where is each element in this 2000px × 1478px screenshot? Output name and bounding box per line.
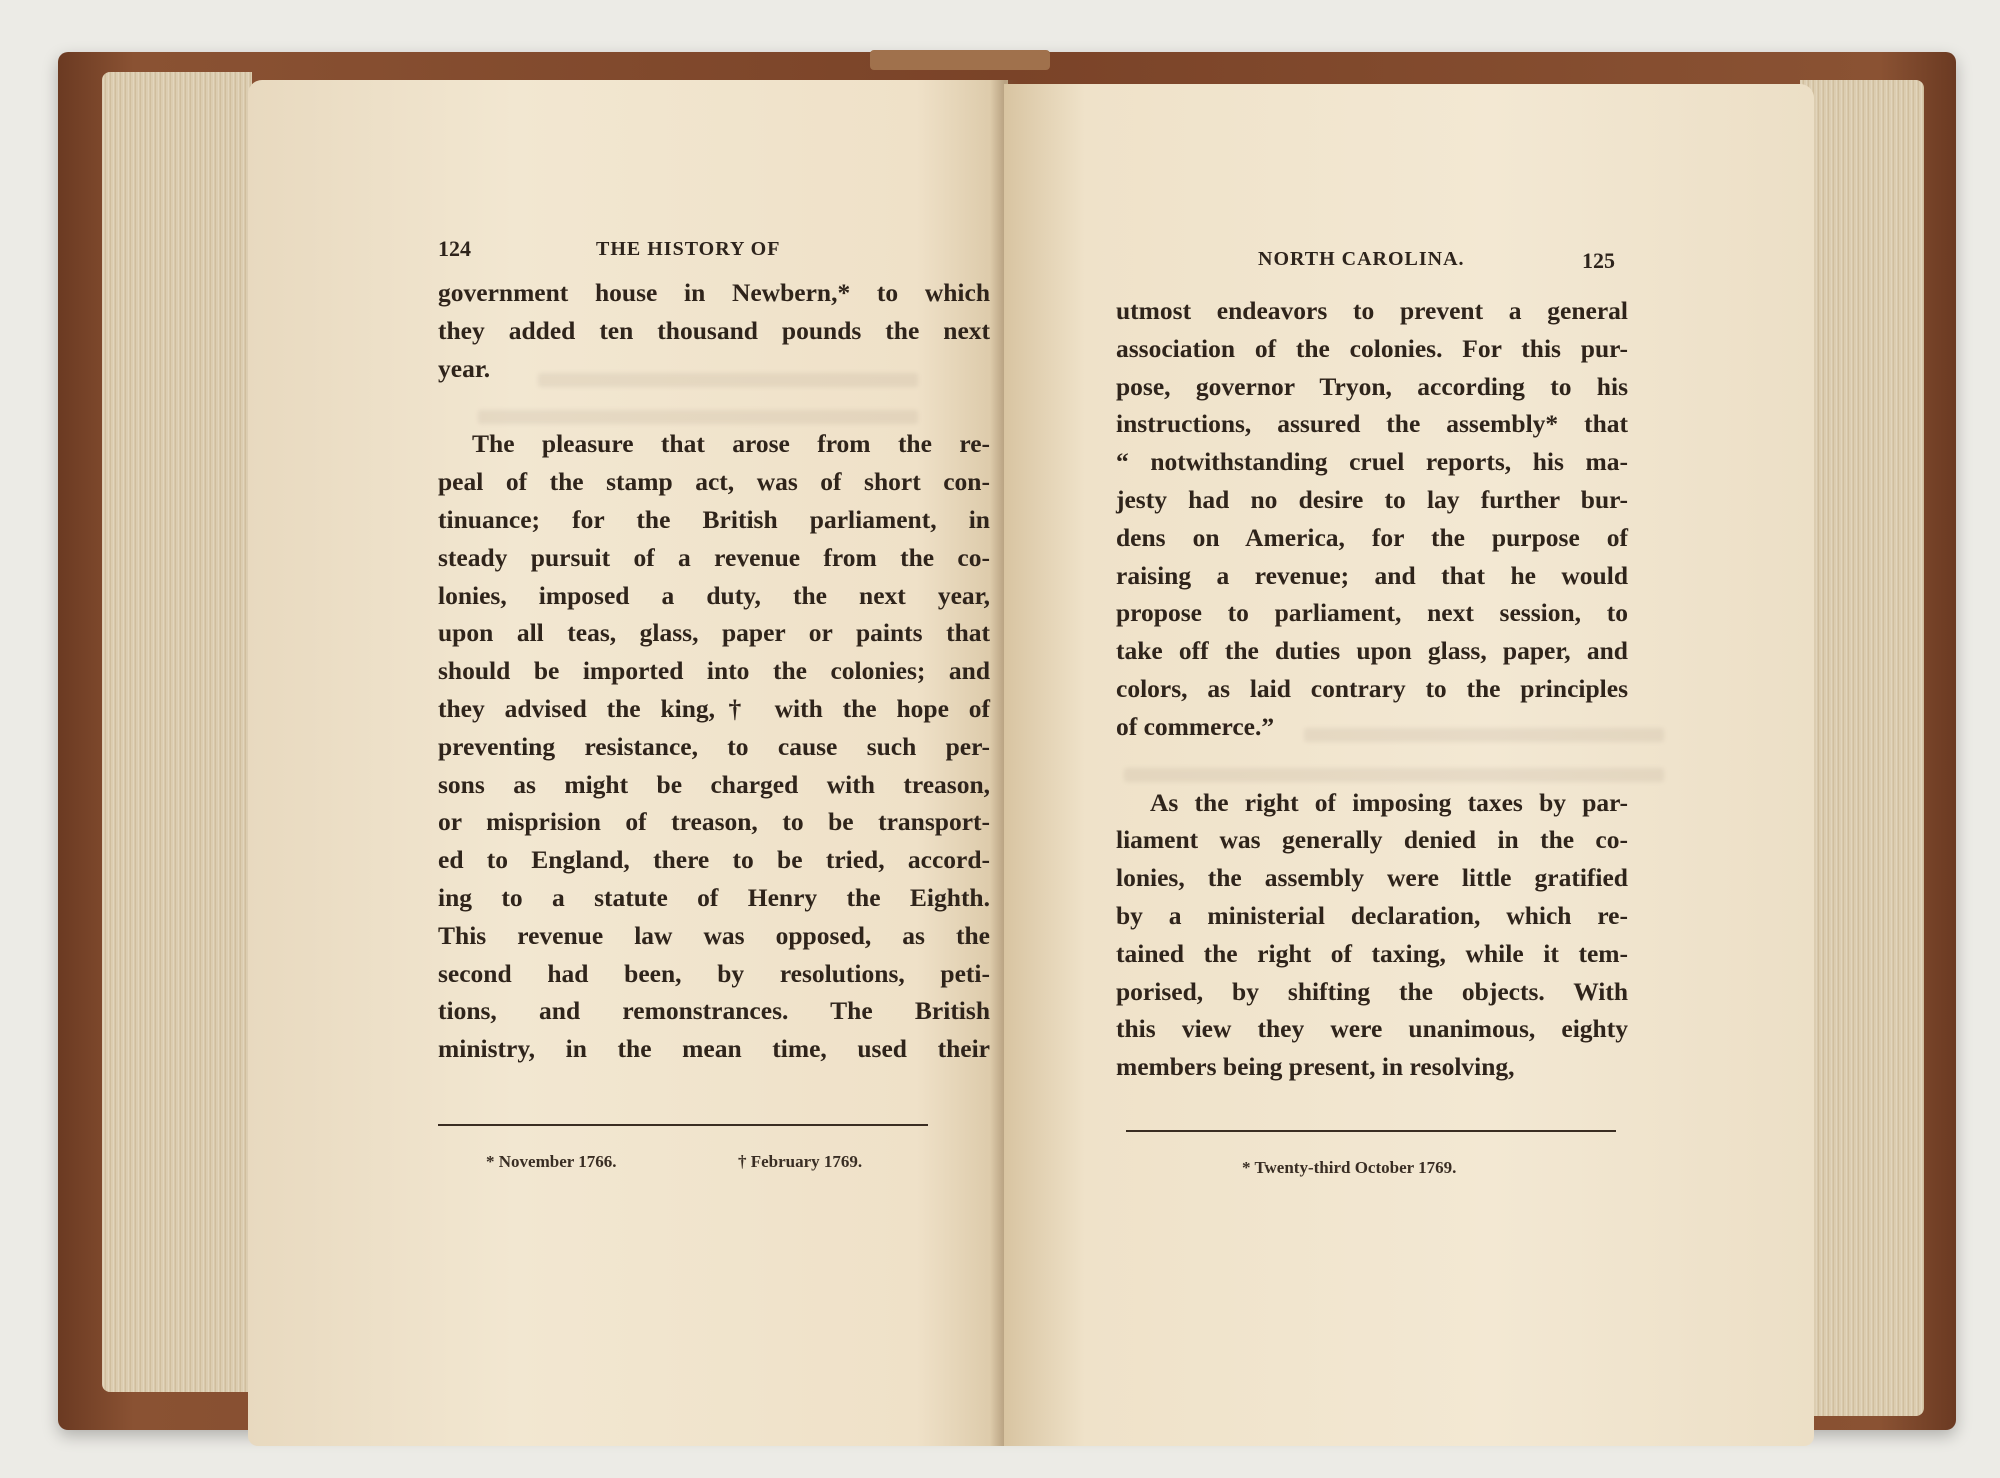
text-line: of commerce.” — [1116, 711, 1275, 741]
text-line: members being present, in resolving, — [1116, 1052, 1515, 1082]
text-line: they advised the king,† with the hope of — [438, 693, 990, 723]
text-line: peal of the stamp act, was of short con- — [438, 467, 990, 497]
spine-damage — [870, 50, 1050, 70]
text-line: raising a revenue; and that he would — [1116, 560, 1628, 590]
page-edges-right — [1800, 80, 1924, 1416]
text-line: preventing resistance, to cause such per- — [438, 731, 990, 761]
running-head: THE HISTORY OF — [596, 238, 781, 260]
footnote: * Twenty-third October 1769. — [1242, 1158, 1457, 1177]
text-line: colors, as laid contrary to the principles — [1116, 673, 1628, 703]
text-line: government house in Newbern,* to which — [438, 278, 990, 307]
footnote: * November 1766. — [486, 1152, 617, 1171]
running-head: NORTH CAROLINA. — [1258, 248, 1465, 270]
page-number: 125 — [1582, 248, 1615, 273]
text-line: year. — [438, 353, 491, 383]
text-line: propose to parliament, next session, to — [1116, 598, 1628, 628]
text-line: tions, and remonstrances. The British — [438, 996, 990, 1026]
page-number: 124 — [438, 236, 471, 261]
text-line: instructions, assured the assembly* that — [1116, 409, 1628, 439]
text-line: As the right of imposing taxes by par- — [1150, 787, 1628, 817]
text-line: pose, governor Tryon, according to his — [1116, 371, 1628, 401]
text-line: tained the right of taxing, while it tem- — [1116, 938, 1628, 968]
text-line: lonies, the assembly were little gratified — [1116, 863, 1628, 893]
text-line: lonies, imposed a duty, the next year, — [438, 580, 990, 610]
text-line: sons as might be charged with treason, — [438, 769, 990, 799]
text-line: tinuance; for the British parliament, in — [438, 504, 990, 534]
text-line: The pleasure that arose from the re- — [472, 429, 990, 459]
text-line: ing to a statute of Henry the Eighth. — [438, 882, 990, 912]
text-line: second had been, by resolutions, peti- — [438, 958, 990, 988]
body-text — [1116, 292, 1628, 1086]
text-line: take off the duties upon glass, paper, and — [1116, 636, 1628, 666]
text-line: upon all teas, glass, paper or paints that — [438, 618, 990, 648]
left-page — [248, 80, 1008, 1446]
right-page — [1004, 84, 1814, 1446]
text-line: dens on America, for the purpose of — [1116, 522, 1628, 552]
text-line: they added ten thousand pounds the next — [438, 315, 990, 345]
text-line: by a ministerial declaration, which re- — [1116, 900, 1628, 930]
text-line: or misprision of treason, to be transport- — [438, 807, 990, 837]
text-line: porised, by shifting the objects. With — [1116, 976, 1628, 1006]
text-line: should be imported into the colonies; and — [438, 656, 990, 686]
text-line: ministry, in the mean time, used their — [438, 1034, 990, 1064]
text-line: this view they were unanimous, eighty — [1116, 1014, 1628, 1044]
text-line: ed to England, there to be tried, accord- — [438, 845, 990, 875]
text-line: jesty had no desire to lay further bur- — [1116, 484, 1628, 514]
text-line: association of the colonies. For this pur- — [1116, 333, 1628, 363]
text-line: steady pursuit of a revenue from the co- — [438, 542, 990, 572]
footnote-rule — [1126, 1130, 1616, 1132]
footnote-rule — [438, 1124, 928, 1126]
text-line: This revenue law was opposed, as the — [438, 920, 990, 950]
text-line: utmost endeavors to prevent a general — [1116, 296, 1628, 325]
footnote: † February 1769. — [738, 1152, 863, 1171]
text-line: liament was generally denied in the co- — [1116, 825, 1628, 855]
page-edges-left — [102, 72, 252, 1392]
body-text — [438, 274, 990, 1068]
text-line: “ notwithstanding cruel reports, his ma- — [1116, 447, 1628, 477]
